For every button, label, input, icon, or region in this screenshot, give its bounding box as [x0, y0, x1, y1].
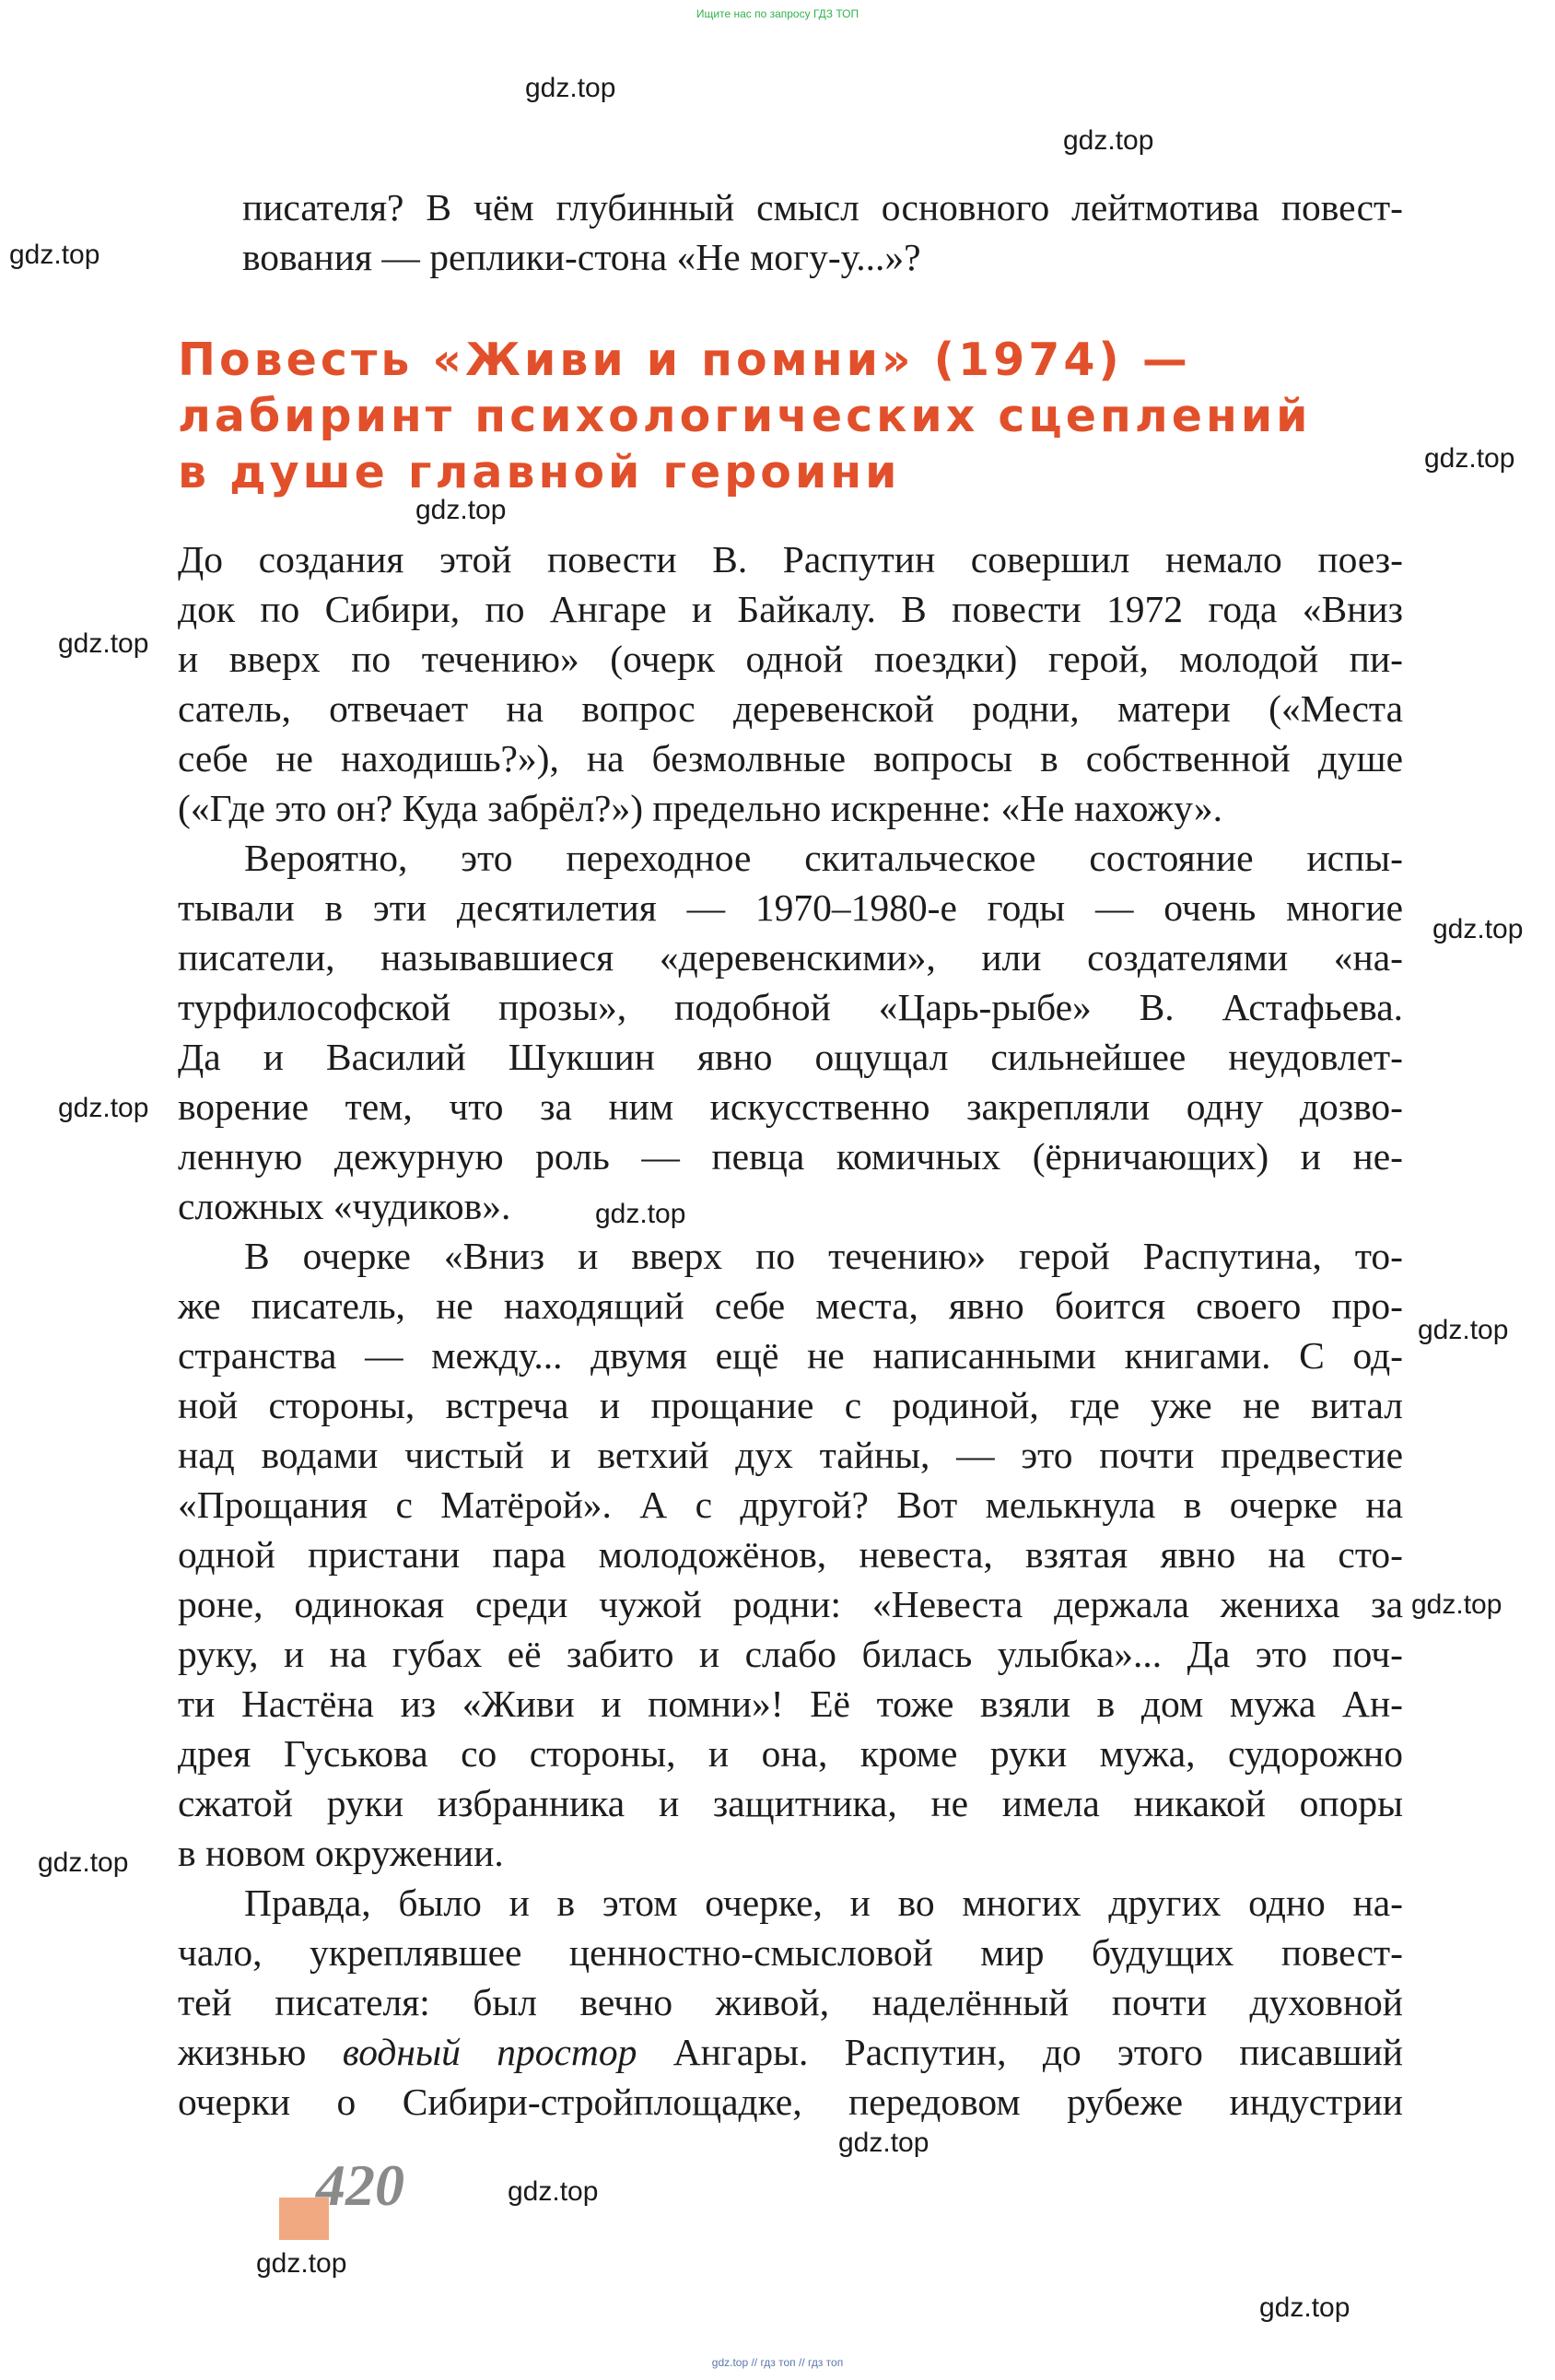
- text-line: вования — реплики-стона «Не могу-у...»?: [242, 236, 921, 278]
- text-line: сжатой руки избранника и защитника, не имела никакой опоры: [178, 1782, 1403, 1824]
- text-line: себе не находишь?»), на безмолвные вопросы в собственной душе: [178, 737, 1403, 780]
- intro-paragraph: [242, 182, 1403, 282]
- text-line: и вверх по течению» (очерк одной поездки) герой, молодой пи-: [178, 638, 1403, 680]
- text-line: ти Настёна из «Живи и помни»! Её тоже взяли в дом мужа Ан-: [178, 1682, 1403, 1725]
- watermark: gdz.top: [838, 2128, 929, 2158]
- watermark: gdz.top: [415, 495, 507, 525]
- text-line: писатели, называвшиеся «деревенскими», или создателями «на-: [178, 936, 1403, 979]
- text-line: очерки о Сибири-стройплощадке, передовом рубеже индустрии: [178, 2081, 1403, 2123]
- text-line: над водами чистый и ветхий дух тайны, — это почти предвестие: [178, 1434, 1403, 1476]
- text-line: «Прощания с Матёрой». А с другой? Вот мелькнула в очерке на: [178, 1483, 1403, 1526]
- text-line: док по Сибири, по Ангаре и Байкалу. В повести 1972 года «Вниз: [178, 588, 1403, 630]
- text-line: сатель, отвечает на вопрос деревенской родни, матери («Места: [178, 687, 1403, 730]
- text-line: ленную дежурную роль — певца комичных (ёрничающих) и не-: [178, 1135, 1403, 1178]
- body-text: [178, 534, 1403, 2127]
- text-fragment: жизнью: [178, 2031, 343, 2073]
- watermark: gdz.top: [58, 628, 149, 659]
- text-line: тей писателя: был вечно живой, наделённый почти духовной: [178, 1981, 1403, 2023]
- text-line: В очерке «Вниз и вверх по течению» герой Распутина, то-: [244, 1235, 1403, 1277]
- watermark: gdz.top: [1411, 1589, 1502, 1620]
- text-line: Да и Василий Шукшин явно ощущал сильнейшее неудовлет-: [178, 1036, 1403, 1078]
- watermark: gdz.top: [9, 240, 100, 270]
- text-line: сложных «чудиков».: [178, 1185, 511, 1227]
- text-line: Вероятно, это переходное скитальческое состояние испы-: [244, 837, 1403, 879]
- text-line: руку, и на губах её забито и слабо билась улыбка»... Да это поч-: [178, 1633, 1403, 1675]
- text-line: чало, укреплявшее ценностно-смысловой мир будущих повест-: [178, 1931, 1403, 1974]
- text-line: в новом окружении.: [178, 1832, 504, 1874]
- watermark: gdz.top: [1418, 1315, 1509, 1345]
- section-heading: [178, 332, 1375, 500]
- page-number: 420: [316, 2152, 404, 2218]
- watermark: gdz.top: [38, 1847, 129, 1878]
- text-line: [178, 2027, 1403, 2077]
- watermark: gdz.top: [525, 73, 616, 103]
- heading-line: Повесть «Живи и помни» (1974) —: [178, 334, 1191, 386]
- text-line: («Где это он? Куда забрёл?») предельно искренне: «Не нахожу».: [178, 787, 1223, 829]
- heading-line: лабиринт психологических сцеплений: [178, 390, 1312, 442]
- text-line: одной пристани пара молодожёнов, невеста, взятая явно на сто-: [178, 1533, 1403, 1576]
- watermark: gdz.top: [1424, 443, 1515, 474]
- watermark: gdz.top: [58, 1093, 149, 1123]
- text-line: странства — между... двумя ещё не написанными книгами. С од-: [178, 1334, 1403, 1377]
- text-line: дрея Гуськова со стороны, и она, кроме руки мужа, судорожно: [178, 1732, 1403, 1775]
- text-line: ной стороны, встреча и прощание с родиной, где уже не витал: [178, 1384, 1403, 1426]
- watermark: gdz.top: [256, 2248, 347, 2279]
- watermark: gdz.top: [595, 1199, 686, 1229]
- text-line: ворение тем, что за ним искусственно закрепляли одну дозво-: [178, 1085, 1403, 1128]
- text-line: турфилософской прозы», подобной «Царь-рыбе» В. Астафьева.: [178, 986, 1403, 1028]
- heading-line: в душе главной героини: [178, 446, 901, 498]
- text-line: же писатель, не находящий себе места, явно боится своего про-: [178, 1284, 1403, 1327]
- watermark: gdz.top: [508, 2176, 599, 2207]
- watermark: gdz.top: [1259, 2292, 1350, 2323]
- text-line: Правда, было и в этом очерке, и во многих других одно на-: [244, 1882, 1403, 1924]
- top-banner: Ищите нас по запросу ГДЗ ТОП: [696, 7, 859, 20]
- italic-phrase: водный простор: [342, 2031, 637, 2073]
- text-fragment: Ангары. Распутин, до этого писавший: [637, 2031, 1403, 2073]
- bottom-banner: gdz.top // гдз топ // гдз топ: [711, 2356, 844, 2369]
- watermark: gdz.top: [1063, 125, 1154, 156]
- text-line: писателя? В чём глубинный смысл основного лейтмотива повест-: [242, 186, 1403, 229]
- text-line: До создания этой повести В. Распутин совершил немало поез-: [178, 538, 1403, 580]
- watermark: gdz.top: [1432, 914, 1524, 944]
- text-line: роне, одинокая среди чужой родни: «Невеста держала жениха за: [178, 1583, 1403, 1625]
- text-line: тывали в эти десятилетия — 1970–1980-е годы — очень многие: [178, 886, 1403, 929]
